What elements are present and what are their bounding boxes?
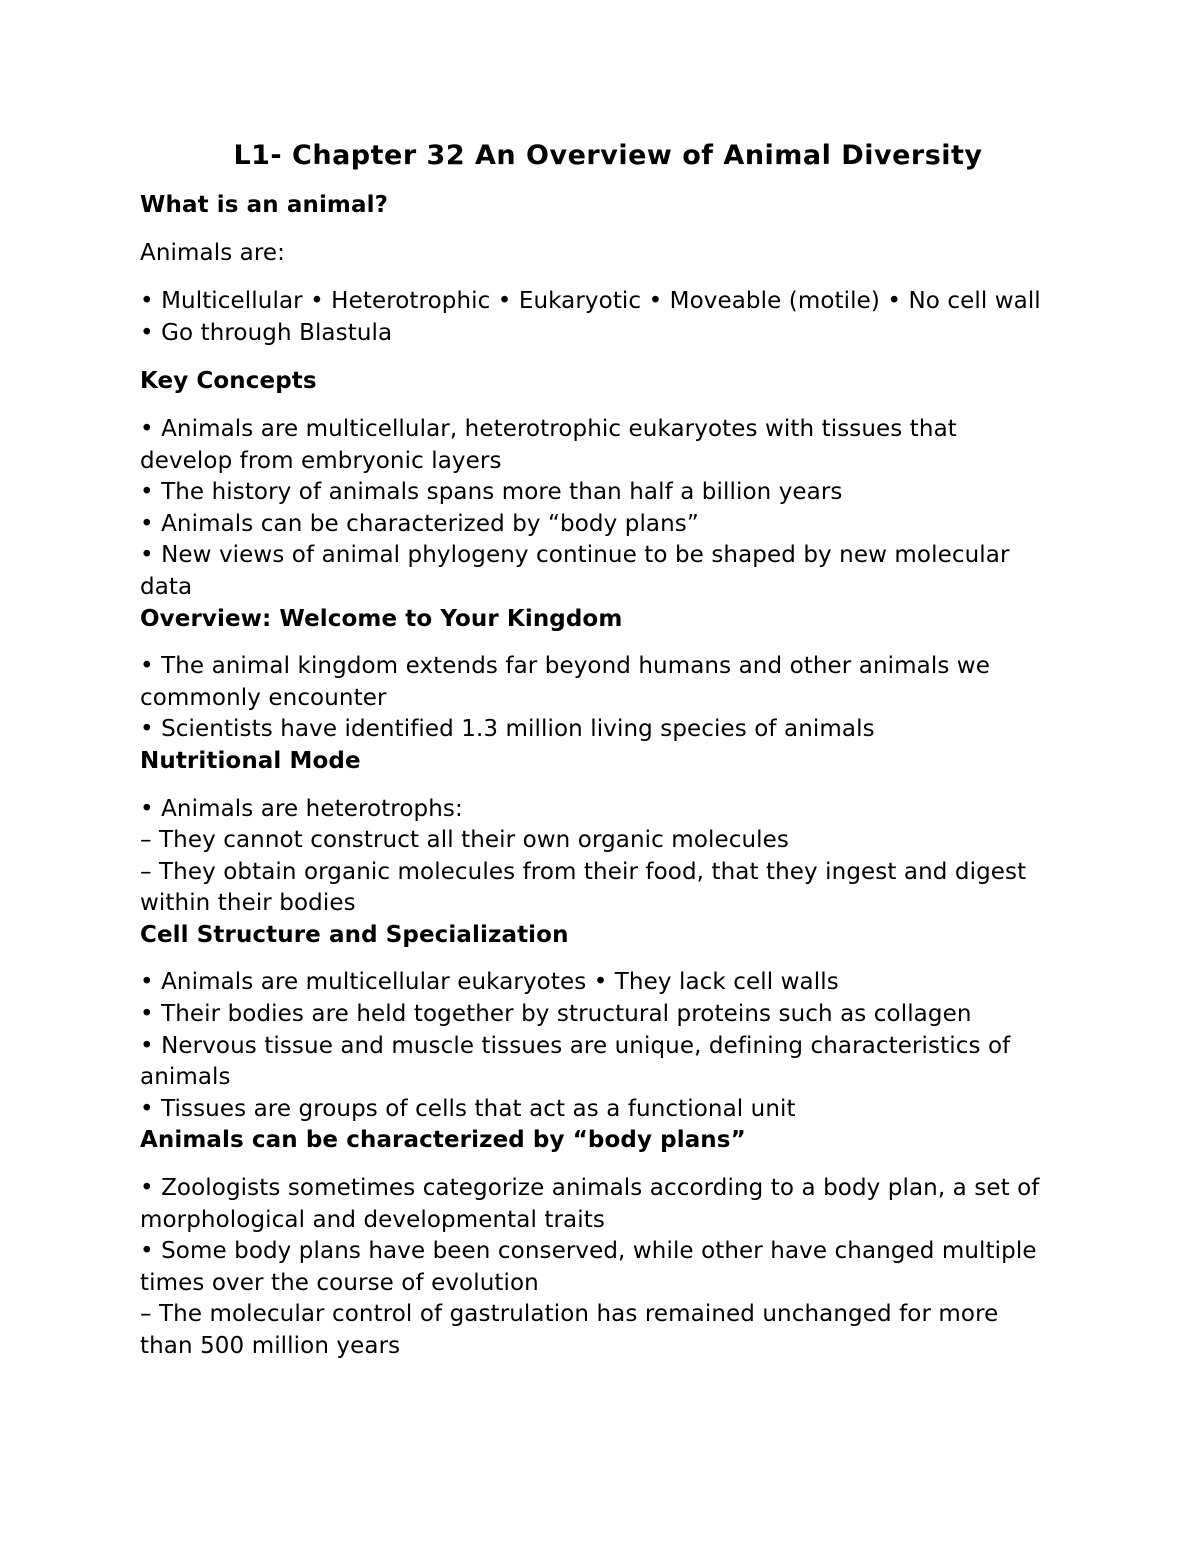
text-line: times over the course of evolution xyxy=(140,1269,539,1296)
text-line: • Some body plans have been conserved, while other have changed multiple xyxy=(140,1238,1037,1265)
section-heading-overview: Overview: Welcome to Your Kingdom xyxy=(140,605,623,632)
text-line: • Their bodies are held together by structural proteins such as collagen xyxy=(140,1001,972,1028)
section-heading-nutritional-mode: Nutritional Mode xyxy=(140,747,361,774)
section-heading-what-is-animal: What is an animal? xyxy=(140,192,389,218)
text-line: commonly encounter xyxy=(140,684,387,711)
document-page xyxy=(140,138,1070,1363)
text-line: within their bodies xyxy=(140,890,356,917)
text-line: • Go through Blastula xyxy=(140,319,393,346)
text-line: morphological and developmental traits xyxy=(140,1206,605,1233)
text-line: • The history of animals spans more than half a billion years xyxy=(140,479,843,506)
text-line: – They obtain organic molecules from their food, that they ingest and digest xyxy=(140,858,1027,885)
text-line: – The molecular control of gastrulation has remained unchanged for more xyxy=(140,1301,999,1328)
text-line: • New views of animal phylogeny continue to be shaped by new molecular xyxy=(140,542,1010,569)
text-line: • Scientists have identified 1.3 million living species of animals xyxy=(140,716,875,743)
document-title: L1- Chapter 32 An Overview of Animal Diversity xyxy=(233,140,983,171)
text-line: • Animals can be characterized by “body plans” xyxy=(140,510,699,537)
text-line: – They cannot construct all their own organic molecules xyxy=(140,827,789,854)
text-line: • Tissues are groups of cells that act as a functional unit xyxy=(140,1095,796,1122)
section-heading-cell-structure: Cell Structure and Specialization xyxy=(140,921,569,948)
section-heading-key-concepts: Key Concepts xyxy=(140,368,317,395)
text-line: • Zoologists sometimes categorize animals according to a body plan, a set of xyxy=(140,1175,1040,1202)
text-line: than 500 million years xyxy=(140,1333,401,1359)
text-line: • Animals are heterotrophs: xyxy=(140,795,463,822)
text-line: develop from embryonic layers xyxy=(140,447,502,474)
text-line: animals xyxy=(140,1064,231,1091)
section-heading-body-plans: Animals can be characterized by “body plans” xyxy=(140,1127,746,1154)
text-line: • Multicellular • Heterotrophic • Eukaryotic • Moveable (motile) • No cell wall xyxy=(140,288,1041,315)
text-line: • Animals are multicellular eukaryotes • They lack cell walls xyxy=(140,969,839,996)
text-line: • Nervous tissue and muscle tissues are unique, defining characteristics of xyxy=(140,1032,1011,1059)
intro-text: Animals are: xyxy=(140,239,286,266)
text-line: • Animals are multicellular, heterotrophic eukaryotes with tissues that xyxy=(140,415,957,442)
text-line: data xyxy=(140,573,193,600)
text-line: • The animal kingdom extends far beyond humans and other animals we xyxy=(140,653,990,680)
